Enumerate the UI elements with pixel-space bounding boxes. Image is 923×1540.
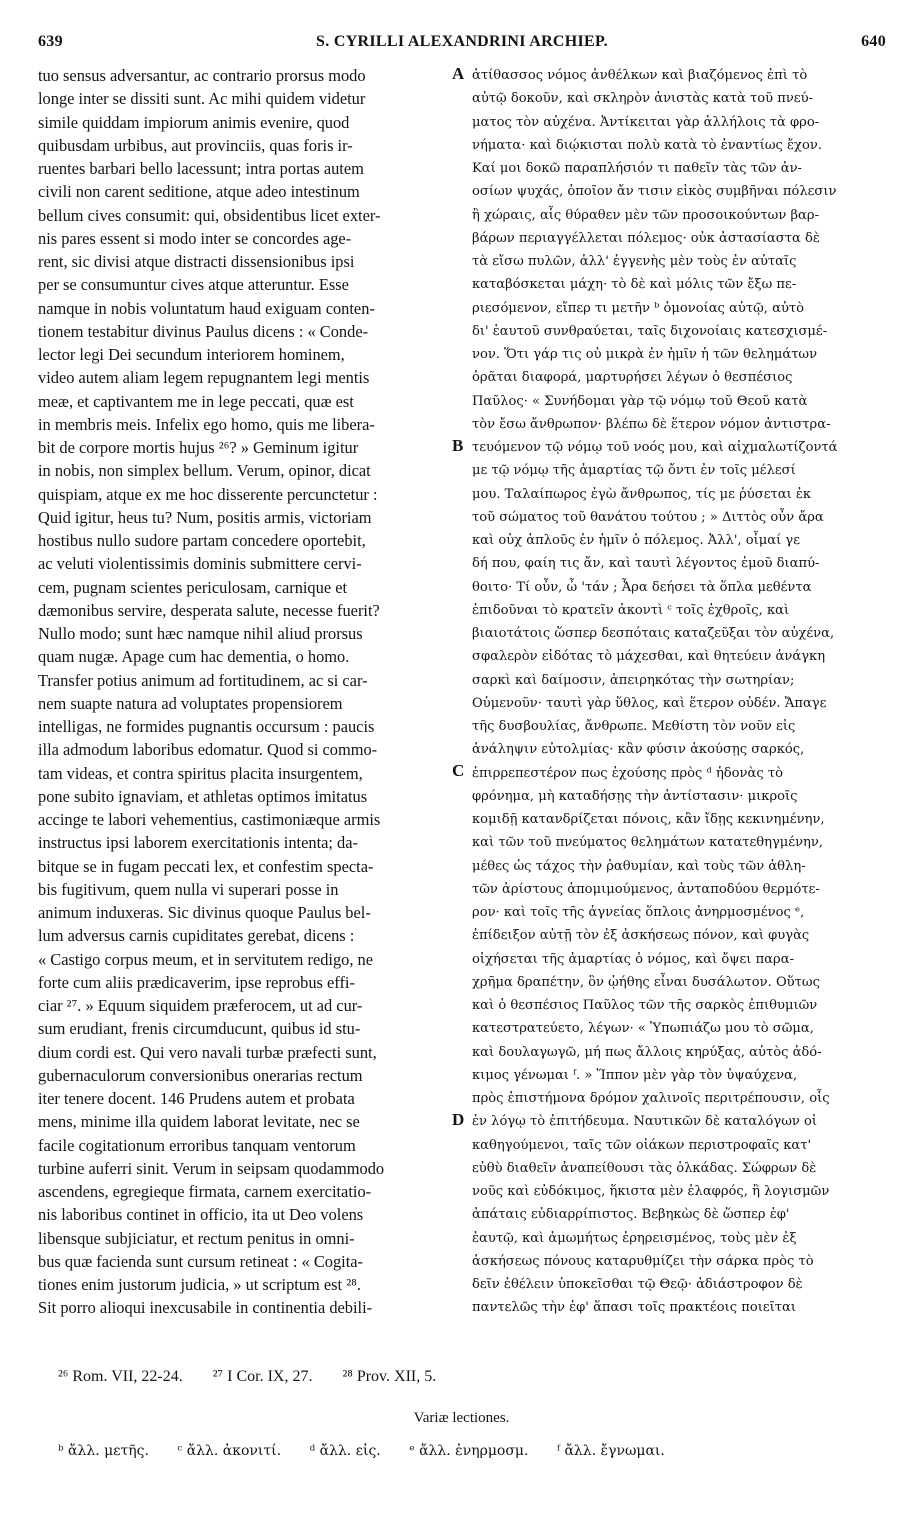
- latin-text-line: bus quæ facienda sunt cursum retineat : « Cogita-: [38, 1251, 364, 1271]
- latin-text-line: instructus ipsi laborem exercitationis intenta; da-: [38, 833, 358, 853]
- latin-text-line: intelligas, ne formides pugnantis occursum : paucis: [38, 717, 375, 736]
- latin-text-line: tionem testabitur divinus Paulus dicens : « Conde-: [38, 321, 369, 341]
- greek-text-line: τοῦ σώματος τοῦ θανάτου τούτου ; » Διττὸς οὖν ἄρα: [472, 509, 824, 525]
- latin-text-line: bis fugitivum, quem nulla vi superari posse in: [38, 879, 339, 899]
- latin-text-line: pone subito ignaviam, et athletas optimos imitatus: [38, 786, 368, 806]
- running-title: S. CYRILLI ALEXANDRINI ARCHIEP.: [316, 33, 608, 50]
- latin-text-line: ruentes barbari bello lacessunt; intra portas autem: [38, 159, 364, 178]
- greek-text-line: Καί μοι δοκῶ παραπλήσιόν τι παθεῖν τὰς τῶν ἀν-: [472, 161, 802, 176]
- section-marker-a: A: [452, 64, 465, 83]
- greek-text-line: με τῷ νόμῳ τῆς ἁμαρτίας τῷ ὄντι ἐν τοῖς μέλεσί: [472, 463, 796, 479]
- greek-text-line: πρὸς ἐπιστήμονα δρόμον χαλινοῖς περιτρέπουσιν, οἷς: [472, 1091, 830, 1106]
- latin-text-line: mens, minime illa quidem laborat levitate, nec se: [38, 1112, 360, 1132]
- latin-text-line: civili non carent seditione, atque adeo intestinum: [38, 182, 360, 202]
- greek-text-line: ἢ χώραις, αἷς θύραθεν μὲν τῶν προσοικούντων βαρ-: [472, 207, 819, 223]
- latin-text-line: dæmonibus servire, desperata salute, necesse fuerit?: [38, 600, 380, 620]
- footnote: ²⁸ Prov. XII, 5.: [342, 1368, 437, 1385]
- greek-text-line: καὶ δουλαγωγῶ, μή πως ἄλλοις κηρύξας, αὐτὸς ἀδό-: [472, 1044, 822, 1060]
- latin-text-line: lector legi Dei secundum interiorem hominem,: [38, 345, 345, 364]
- latin-text-line: namque in nobis voluntatum haud exiguam conten-: [38, 298, 375, 318]
- greek-column: [472, 64, 886, 1320]
- greek-text-line: Οὐμενοῦν· ταυτὶ γὰρ ὕθλος, καὶ ἕτερον οὐδέν. Ἄπαγε: [472, 695, 827, 711]
- latin-text-line: in membris meis. Infelix ego homo, quis me libera-: [38, 414, 375, 434]
- latin-text-line: facile cogitationum erroribus tanquam ventorum: [38, 1135, 356, 1155]
- latin-text-line: hostibus nullo sudore partam concedere oportebit,: [38, 531, 366, 550]
- latin-text-line: longe inter se dissiti sunt. Ac mihi quidem videtur: [38, 89, 366, 109]
- footnotes: [58, 1368, 462, 1386]
- latin-text-line: Nullo modo; sunt hæc namque nihil aliud prorsus: [38, 624, 363, 643]
- greek-text-line: παντελῶς τὴν ἐφ' ἅπασι τοῖς πρακτέοις ποιεῖται: [472, 1300, 796, 1316]
- latin-text-line: bit de corpore mortis hujus ²⁶? » Geminum igitur: [38, 438, 359, 457]
- latin-text-line: libensque subjiciatur, et rectum penitus in omni-: [38, 1228, 355, 1248]
- greek-text-line: οσίων ψυχάς, ὁποῖον ἄν τισιν εἰκὸς συμβῆναι πόλεσιν: [472, 184, 837, 200]
- greek-text-line: νον. Ὅτι γάρ τις οὐ μικρὰ ἐν ἡμῖν ἡ τῶν θελημάτων: [472, 347, 818, 362]
- greek-text-line: καταβόσκεται μάχη· τὸ δὲ καὶ μόλις τῶν ἔξω πε-: [472, 277, 797, 293]
- variae-lectiones: [58, 1443, 689, 1459]
- greek-text-line: δι' ἑαυτοῦ συνθραύεται, ταῖς διχονοίαις κατεσχισμέ-: [472, 323, 828, 339]
- variant-reading: ᵈ ἄλλ. εἰς.: [309, 1443, 381, 1459]
- greek-text-line: νήματα· καὶ διῴκισται πολὺ κατὰ τὸ ἐναντίως ἔχον.: [472, 137, 822, 153]
- latin-text-line: ascendens, egregieque firmata, carnem exercitatio-: [38, 1182, 372, 1201]
- latin-text-line: cem, pugnam scientes periculosam, carnique et: [38, 577, 348, 597]
- latin-text-line: dium cordi est. Qui vero navali turbæ præfecti sunt,: [38, 1042, 377, 1062]
- latin-text-line: meæ, et captivantem me in lege peccati, quæ est: [38, 391, 354, 411]
- variant-reading: ᵉ ἄλλ. ἐνηρμοσμ.: [409, 1443, 529, 1459]
- latin-text-line: Transfer potius animum ad fortitudinem, ac si car-: [38, 670, 368, 690]
- latin-text-line: Quid igitur, heus tu? Num, positis armis, victoriam: [38, 507, 372, 527]
- greek-text-line: ριεσόμενον, εἴπερ τι μετῆν ᵇ ὁμονοίας αὐτῷ, αὐτὸ: [472, 300, 805, 316]
- greek-text-line: θοιτο· Τί οὖν, ὦ 'τάν ; Ἆρα δεήσει τὰ ὅπλα μεθέντα: [472, 579, 812, 595]
- latin-text-line: accinge te labori vehementius, castimoniæque armis: [38, 810, 381, 829]
- latin-text-line: Sit porro alioqui inexcusabile in continentia debili-: [38, 1298, 373, 1318]
- latin-text-line: in nobis, non simplex bellum. Verum, opinor, dicat: [38, 461, 371, 481]
- greek-text-line: ἐν λόγῳ τὸ ἐπιτήδευμα. Ναυτικῶν δὲ καταλόγων οἱ: [472, 1114, 818, 1130]
- greek-text-line: τῶν ἀρίστους ἀπομιμούμενος, ἀνταποδύου θερμότε-: [472, 881, 820, 897]
- latin-text-line: sum erudiant, frenis circumducunt, quibus id stu-: [38, 1019, 361, 1039]
- latin-text-line: nem suapte natura ad voluptates propensiorem: [38, 693, 343, 713]
- latin-text-line: « Castigo corpus meum, et in servitutem redigo, ne: [38, 949, 374, 969]
- page-number-left: 639: [38, 33, 63, 50]
- latin-text-line: quispiam, atque ex me hoc disserente percunctetur :: [38, 484, 378, 504]
- greek-text-line: δή που, φαίη τις ἄν, καὶ ταυτὶ λέγοντος ἐμοῦ διαπύ-: [472, 556, 820, 572]
- section-marker-d: D: [452, 1110, 465, 1129]
- greek-text-line: ἀσκήσεως πόνους καταρυθμίζει τὴν σάρκα πρὸς τὸ: [472, 1253, 814, 1269]
- latin-text-line: ciar ²⁷. » Equum siquidem præferocem, ut ad cur-: [38, 996, 363, 1015]
- latin-text-line: bitque se in fugam peccati lex, et confestim specta-: [38, 856, 374, 876]
- latin-text-line: bellum cives consumit: qui, obsidentibus licet exter-: [38, 205, 381, 225]
- greek-text-line: ἀτίθασσος νόμος ἀνθέλκων καὶ βιαζόμενος ἐπὶ τὸ: [472, 68, 808, 83]
- greek-text-line: ἐπίδειξον αὐτῇ τὸν ἐξ ἀσκήσεως πόνον, καὶ φυγὰς: [472, 928, 810, 944]
- greek-text-line: τὰ εἴσω πυλῶν, ἀλλ' ἐγγενὴς μὲν τοὺς ἐν αὐταῖς: [472, 254, 797, 269]
- latin-text-line: quibusdam urbibus, aut provinciis, quas foris ir-: [38, 135, 353, 155]
- greek-text-line: αὐτῷ δοκοῦν, καὶ σκληρὸν ἀνιστὰς κατὰ τοῦ πνεύ-: [472, 91, 813, 107]
- latin-text-line: per se consumuntur cives atque atteruntur. Esse: [38, 275, 349, 295]
- greek-text-line: οἰχήσεται τῆς ἁμαρτίας ὁ νόμος, καὶ ὄψει παρα-: [472, 951, 794, 967]
- greek-text-line: καὶ οὐχ ἁπλοῦς ἐν ἡμῖν ὁ πόλεμος. Ἀλλ', οἶμαί γε: [472, 533, 801, 548]
- latin-text-line: forte cum aliis prædicaverim, ipse reprobus effi-: [38, 972, 355, 992]
- page-number-right: 640: [861, 33, 886, 50]
- greek-text-line: κομιδῇ κατανδρίζεται πόνοις, κἂν ἴδῃς κεκινημένην,: [472, 812, 825, 827]
- greek-text-line: ὁρᾶται διαφορά, μαρτυρήσει λέγων ὁ θεσπέσιος: [472, 370, 793, 386]
- latin-text-line: animum induxeras. Sic divinus quoque Paulus bel-: [38, 903, 371, 922]
- greek-text-line: κατεστρατεύετο, λέγων· « Ὑπωπιάζω μου τὸ σῶμα,: [472, 1021, 814, 1037]
- latin-text-line: nis laboribus continet in officio, ita ut Deo volens: [38, 1205, 364, 1225]
- greek-text-line: κιμος γένωμαι ᶠ. » Ἵππον μὲν γὰρ τὸν ὑψαύχενα,: [472, 1067, 798, 1083]
- greek-text-line: φρόνημα, μὴ καταδήσῃς τὴν ἀντίστασιν· μικροῖς: [472, 788, 798, 804]
- greek-text-line: ἀπάταις εὐδιαρρίπιστος. Βεβηκὼς δὲ ὥσπερ ἐφ': [472, 1207, 790, 1223]
- greek-text-line: τὸν ἔσω ἄνθρωπον· βλέπω δὲ ἕτερον νόμον ἀντιστρα-: [472, 416, 831, 432]
- latin-text-line: video autem aliam legem repugnantem legi mentis: [38, 368, 370, 388]
- greek-text-line: μέθες ὡς τάχος τὴν ῥαθυμίαν, καὶ τοὺς τῶν ἀθλη-: [472, 858, 806, 874]
- greek-text-line: Παῦλος· « Συνήδομαι γὰρ τῷ νόμῳ τοῦ Θεοῦ κατὰ: [472, 393, 808, 409]
- running-header: [38, 33, 886, 55]
- latin-text-line: lum adversus carnis cupiditates gerebat, dicens :: [38, 926, 355, 946]
- section-marker-c: C: [452, 761, 465, 780]
- latin-text-line: turbine auferri sinit. Verum in seipsam quodammodo: [38, 1158, 385, 1178]
- latin-text-line: illa admodum laboribus edomatur. Quod si commo-: [38, 740, 378, 760]
- greek-text-line: σφαλερὸν εἰδότας τὸ μάχεσθαι, καὶ θητεύειν ἀνάγκη: [472, 649, 826, 665]
- variant-reading: ᵇ ἄλλ. μετῆς.: [58, 1443, 149, 1459]
- latin-text-line: rent, sic divisi atque distracti dissensionibus ipsi: [38, 252, 355, 271]
- greek-text-line: ματος τὸν αὐχένα. Ἀντίκειται γὰρ ἀλλήλοις τὰ φρο-: [472, 114, 820, 130]
- greek-text-line: ἐπιδοῦναι τὸ κρατεῖν ἀκοντὶ ᶜ τοῖς ἐχθροῖς, καὶ: [472, 602, 790, 618]
- greek-text-line: καὶ ὁ θεσπέσιος Παῦλος τῶν τῆς σαρκὸς ἐπιθυμιῶν: [472, 998, 818, 1013]
- greek-text-line: βιαιοτάτοις ὥσπερ δεσπόταις καταζεῦξαι τὸν αὐχένα,: [472, 626, 835, 641]
- greek-text-line: ἑαυτῷ, καὶ ἀμωμήτως ἐρηρεισμένος, τοὺς μὲν ἐξ: [472, 1230, 797, 1246]
- latin-text-line: gubernaculorum conversionibus onerarias rectum: [38, 1065, 363, 1085]
- latin-text-line: tam videas, et contra spiritus placita insurgentem,: [38, 763, 363, 783]
- footnote: ²⁶ Rom. VII, 22-24.: [58, 1368, 183, 1385]
- greek-text-line: χρῆμα δραπέτην, ὃν ᾠήθης εἶναι δυσάλωτον. Οὕτως: [472, 974, 820, 990]
- latin-text-line: quam nugæ. Apage cum hac dementia, o homo.: [38, 647, 350, 667]
- greek-text-line: νοῦς καὶ εὐδόκιμος, ἥκιστα μὲν ἐλαφρός, ἢ λογισμῶν: [472, 1184, 830, 1199]
- greek-text-line: ἀνάληψιν εὐτολμίας· κἂν φύσιν ἀκούσῃς σαρκός,: [472, 742, 805, 758]
- variant-reading: ᶠ ἄλλ. ἔγνωμαι.: [556, 1443, 665, 1459]
- latin-text-line: ac veluti violentissimis dominis submittere cervi-: [38, 554, 362, 574]
- greek-text-line: εὐθὺ διαθεῖν ἀναπείθουσι τὰς ὁλκάδας. Σώφρων δὲ: [472, 1160, 817, 1176]
- variae-lectiones-title: Variæ lectiones.: [413, 1410, 510, 1426]
- latin-text-line: tiones enim justorum judicia, » ut scriptum est ²⁸.: [38, 1275, 361, 1294]
- greek-text-line: τῆς δυσβουλίας, ἄνθρωπε. Μεθίστη τὸν νοῦν εἰς: [472, 719, 796, 734]
- variant-reading: ᶜ ἄλλ. ἀκονιτί.: [177, 1443, 282, 1459]
- greek-text-line: σαρκὶ καὶ δαίμοσιν, ἀπειρηκότας τὴν σωτηρίαν;: [472, 672, 795, 688]
- greek-text-line: ἐπιρρεπεστέρον πως ἐχούσης πρὸς ᵈ ἡδονὰς τὸ: [472, 765, 783, 781]
- greek-text-line: δεῖν ἐθέλειν ὑποκεῖσθαι τῷ Θεῷ· ἀδιάστροφον δὲ: [472, 1277, 803, 1292]
- latin-text-line: nis pares essent si modo inter se concordes age-: [38, 228, 352, 248]
- section-marker-b: B: [452, 436, 464, 455]
- footnote: ²⁷ I Cor. IX, 27.: [212, 1368, 313, 1385]
- greek-text-line: ρον· καὶ τοῖς τῆς ἁγνείας ὅπλοις ἀνηρμοσμένος ᵉ,: [472, 905, 805, 920]
- greek-text-line: καὶ τῶν τοῦ πνεύματος θελημάτων κατατεθηγμένην,: [472, 835, 824, 851]
- latin-text-line: simile quiddam impiorum animis evenire, quod: [38, 112, 350, 132]
- latin-text-line: tuo sensus adversantur, ac contrario prorsus modo: [38, 66, 366, 85]
- greek-text-line: τευόμενον τῷ νόμῳ τοῦ νοός μου, καὶ αἰχμαλωτίζοντά: [472, 440, 838, 455]
- latin-text-line: iter tenere docent. 146 Prudens autem et probata: [38, 1089, 355, 1108]
- greek-text-line: μου. Ταλαίπωρος ἐγὼ ἄνθρωπος, τίς με ῥύσεται ἐκ: [472, 486, 812, 502]
- latin-column: [38, 64, 450, 1320]
- greek-text-line: βάρων περιαγγέλλεται πόλεμος· οὐκ ἀστασίαστα δὲ: [472, 230, 820, 246]
- greek-text-line: καθηγούμενοι, ταῖς τῶν οἰάκων περιστροφαῖς κατ': [472, 1137, 812, 1153]
